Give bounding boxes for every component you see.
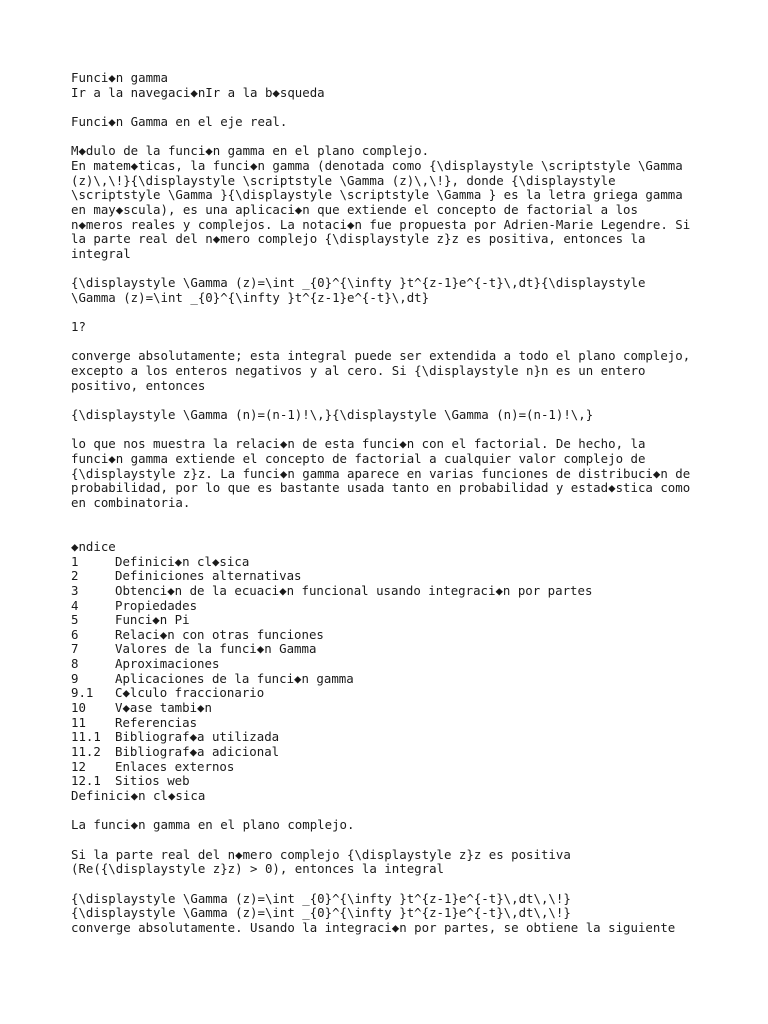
spacer <box>71 423 761 438</box>
spacer <box>71 305 761 320</box>
toc-item-number: 12 <box>71 758 86 774</box>
toc-item-title[interactable]: Obtenci◆n de la ecuaci◆n funcional usando integraci◆n por partes <box>115 582 593 598</box>
toc-item[interactable] <box>71 745 761 760</box>
toc-item-title[interactable]: Funci◆n Pi <box>115 612 190 628</box>
text-line: funci◆n gamma extiende el concepto de factorial a cualquier valor complejo de <box>71 450 646 466</box>
toc-item-title[interactable]: Referencias <box>115 714 198 730</box>
text-line: \scriptstyle \Gamma }{\displaystyle \scriptstyle \Gamma } es la letra griega gamma <box>71 187 683 203</box>
toc-item-number: 1 <box>71 553 79 569</box>
factorial-formula: {\displaystyle \Gamma (n)=(n-1)!\,}{\displaystyle \Gamma (n)=(n-1)!\,} <box>71 407 594 422</box>
figure-caption-complex: La funci◆n gamma en el plano complejo. <box>71 817 355 833</box>
toc-item[interactable] <box>71 599 761 614</box>
figure-caption-real-axis: Funci◆n Gamma en el eje real. <box>71 113 288 129</box>
text-line: en may◆scula), es una aplicaci◆n que extiende el concepto de factorial a los <box>71 201 638 217</box>
toc-item-title[interactable]: Definiciones alternativas <box>115 568 302 584</box>
spacer <box>71 833 761 848</box>
toc-item-number: 6 <box>71 626 79 642</box>
toc-item-number: 7 <box>71 641 79 657</box>
figure-caption-complex-plane: M◆dulo de la funci◆n gamma en el plano complejo. <box>71 143 430 159</box>
factorial-relation-paragraph <box>71 437 761 510</box>
formula-line: {\displaystyle \Gamma (z)=\int _{0}^{\infty }t^{z-1}e^{-t}\,dt\,\!} <box>71 890 571 906</box>
toc-item-title[interactable]: Propiedades <box>115 597 198 613</box>
text-line: En matem◆ticas, la funci◆n gamma (denotada como {\displaystyle \scriptstyle \Gamma <box>71 157 683 173</box>
spacer <box>71 262 761 277</box>
spacer <box>71 804 761 819</box>
formula-line: {\displaystyle \Gamma (z)=\int _{0}^{\infty }t^{z-1}e^{-t}\,dt\,\!} <box>71 905 571 921</box>
toc-item-number: 8 <box>71 656 79 672</box>
toc-item-title[interactable]: Sitios web <box>115 773 190 789</box>
toc-item[interactable] <box>71 555 761 570</box>
toc-item-title[interactable]: Aproximaciones <box>115 656 220 672</box>
text-line: n◆meros reales y complejos. La notaci◆n fue propuesta por Adrien-Marie Legendre. Si <box>71 216 691 232</box>
toc-item-title[interactable]: Definici◆n cl◆sica <box>115 553 250 569</box>
text-line: converge absolutamente; esta integral puede ser extendida a todo el plano complejo, <box>71 348 691 364</box>
toc-item-number: 10 <box>71 700 86 716</box>
spacer <box>71 877 761 892</box>
toc-item-number: 4 <box>71 597 79 613</box>
skip-links[interactable]: Ir a la navegaci◆nIr a la b◆squeda <box>71 84 325 100</box>
toc-item-number: 3 <box>71 582 79 598</box>
spacer <box>71 335 761 350</box>
toc-item-title[interactable]: Enlaces externos <box>115 758 235 774</box>
toc-item[interactable] <box>71 657 761 672</box>
text-line: converge absolutamente. Usando la integraci◆n por partes, se obtiene la siguiente <box>71 919 676 935</box>
text-line: la parte real del n◆mero complejo {\displaystyle z}z es positiva, entonces la <box>71 231 646 247</box>
toc-item[interactable] <box>71 584 761 599</box>
toc-item-title[interactable]: Valores de la funci◆n Gamma <box>115 641 317 657</box>
toc-item[interactable] <box>71 642 761 657</box>
toc-item-title[interactable]: V◆ase tambi◆n <box>115 700 212 716</box>
text-line: positivo, entonces <box>71 377 206 393</box>
toc-item[interactable] <box>71 628 761 643</box>
toc-item[interactable] <box>71 672 761 687</box>
text-line: excepto a los enteros negativos y al cero. Si {\displaystyle n}n es un entero <box>71 363 646 379</box>
convergence-paragraph <box>71 349 761 393</box>
toc-item[interactable] <box>71 730 761 745</box>
gamma-integral-formula <box>71 276 761 305</box>
toc-item[interactable] <box>71 716 761 731</box>
page-title: Funci◆n gamma <box>71 70 168 85</box>
intro-paragraph <box>71 159 761 262</box>
toc-item-number: 2 <box>71 568 79 584</box>
toc-item-title[interactable]: Aplicaciones de la funci◆n gamma <box>115 670 354 686</box>
text-line: (z)\,\!}{\displaystyle \scriptstyle \Gamma (z)\,\!}, donde {\displaystyle <box>71 172 616 188</box>
text-line: en combinatoria. <box>71 494 191 510</box>
toc-item-number: 11.2 <box>71 744 101 760</box>
toc-item-number: 9 <box>71 670 79 686</box>
document-page <box>71 71 761 936</box>
text-line: (Re({\displaystyle z}z) > 0), entonces la integral <box>71 861 444 877</box>
toc-item-title[interactable]: Bibliograf◆a adicional <box>115 744 280 760</box>
toc-item[interactable] <box>71 686 761 701</box>
toc-item[interactable] <box>71 760 761 775</box>
text-line: lo que nos muestra la relaci◆n de esta funci◆n con el factorial. De hecho, la <box>71 436 646 452</box>
formula-line: {\displaystyle \Gamma (z)=\int _{0}^{\infty }t^{z-1}e^{-t}\,dt}{\displaystyle <box>71 275 646 291</box>
toc-item-number: 12.1 <box>71 773 101 789</box>
spacer <box>71 511 761 540</box>
spacer <box>71 100 761 115</box>
spacer <box>71 393 761 408</box>
toc-item[interactable] <box>71 701 761 716</box>
toc-heading: ◆ndice <box>71 538 116 554</box>
formula-line: \Gamma (z)=\int _{0}^{\infty }t^{z-1}e^{-t}\,dt} <box>71 289 430 305</box>
definition-paragraph <box>71 848 761 877</box>
section-heading: Definici◆n cl◆sica <box>71 788 206 804</box>
toc-item-number: 9.1 <box>71 685 94 701</box>
definition-formula <box>71 892 761 921</box>
toc-item-title[interactable]: C◆lculo fraccionario <box>115 685 265 701</box>
equation-marker: 1? <box>71 319 86 335</box>
table-of-contents <box>71 540 761 789</box>
text-line: integral <box>71 245 131 261</box>
toc-item-number: 5 <box>71 612 79 628</box>
text-line: {\displaystyle z}z. La funci◆n gamma aparece en varias funciones de distribuci◆n de <box>71 465 691 481</box>
toc-item[interactable] <box>71 613 761 628</box>
toc-item[interactable] <box>71 569 761 584</box>
text-line: probabilidad, por lo que es bastante usada tanto en probabilidad y estad◆stica como <box>71 480 691 496</box>
toc-item-title[interactable]: Bibliograf◆a utilizada <box>115 729 280 745</box>
text-line: Si la parte real del n◆mero complejo {\displaystyle z}z es positiva <box>71 846 571 862</box>
toc-item-number: 11.1 <box>71 729 101 745</box>
spacer <box>71 130 761 145</box>
toc-item-title[interactable]: Relaci◆n con otras funciones <box>115 626 324 642</box>
toc-item-number: 11 <box>71 714 86 730</box>
toc-item[interactable] <box>71 774 761 789</box>
